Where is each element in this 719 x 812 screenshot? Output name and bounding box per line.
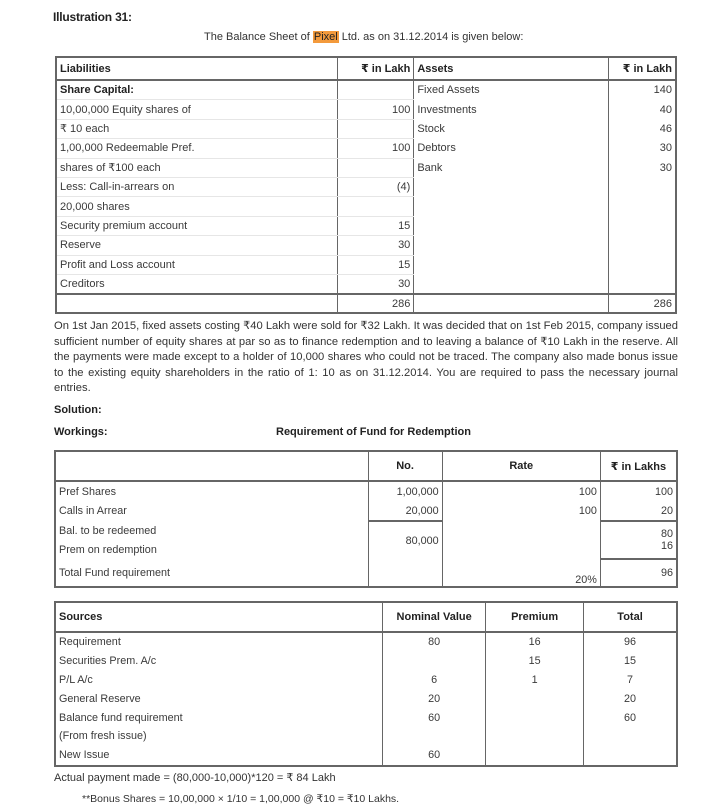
source-nominal: 6 — [383, 671, 486, 690]
fund-amount: 100 — [654, 485, 673, 498]
table-row — [55, 746, 677, 766]
liability-label: Reserve — [56, 236, 337, 255]
source-label: Requirement — [55, 632, 383, 652]
liability-label: 20,000 shares — [56, 197, 337, 216]
liability-label: ₹ 10 each — [56, 119, 337, 138]
fund-rate — [442, 540, 600, 559]
fund-label: Calls in Arrear — [55, 501, 368, 521]
fund-rate: 100 — [442, 481, 600, 501]
liability-label: 10,00,000 Equity shares of — [56, 100, 337, 119]
table-row — [56, 80, 676, 100]
header-total: Total — [584, 602, 677, 632]
workings-heading: Workings: — [54, 426, 108, 438]
asset-amount: 140 — [653, 84, 672, 97]
fund-no — [368, 559, 442, 587]
source-premium: 16 — [486, 632, 584, 652]
source-total: 20 — [624, 692, 637, 705]
table-row — [55, 540, 677, 559]
table-row — [55, 689, 677, 708]
asset-label: Investments — [414, 100, 609, 119]
liability-label: Creditors — [56, 274, 337, 294]
source-label: Balance fund requirement — [55, 708, 383, 727]
asset-label — [414, 255, 609, 274]
liability-amount — [337, 119, 413, 138]
source-premium: 1 — [486, 671, 584, 690]
liability-label: 1,00,000 Redeemable Pref. — [56, 139, 337, 158]
table-row — [56, 100, 676, 119]
asset-label — [414, 216, 609, 235]
source-premium — [486, 746, 584, 766]
illustration-heading: Illustration 31: — [53, 10, 132, 24]
liability-amount: (4) — [337, 177, 413, 196]
actual-payment-note: Actual payment made = (80,000-10,000)*120 = ₹ 84 Lakh — [54, 772, 336, 784]
asset-amount: 30 — [659, 161, 672, 174]
solution-heading: Solution: — [54, 404, 102, 416]
source-label: (From fresh issue) — [55, 727, 383, 746]
asset-label — [414, 274, 609, 294]
table-row — [56, 236, 676, 255]
header-assets: Assets — [414, 57, 609, 80]
source-label: P/L A/c — [55, 671, 383, 690]
bonus-shares-note: **Bonus Shares = 10,00,000 × 1/10 = 1,00,000 @ ₹10 = ₹10 Lakhs. — [82, 793, 400, 805]
table-row — [55, 481, 677, 501]
fund-header-row — [55, 451, 677, 481]
source-total — [584, 727, 677, 746]
fund-label: Pref Shares — [55, 481, 368, 501]
source-label: General Reserve — [55, 689, 383, 708]
balance-sheet-total-row — [56, 294, 676, 313]
source-premium — [486, 708, 584, 727]
asset-amount: 46 — [659, 122, 672, 135]
liability-amount: 30 — [337, 274, 413, 294]
table-row — [55, 521, 677, 540]
total-liabilities: 286 — [337, 294, 413, 313]
source-nominal: 60 — [383, 708, 486, 727]
table-row — [55, 559, 677, 587]
table-row — [56, 216, 676, 235]
fund-requirement-table — [54, 450, 678, 588]
table-row — [56, 274, 676, 294]
fund-rate: 100 — [442, 501, 600, 521]
total-assets-label-empty — [414, 294, 609, 313]
fund-amount: 80 — [660, 528, 673, 540]
header-amount: ₹ in Lakhs — [600, 451, 677, 481]
table-row — [55, 501, 677, 521]
source-nominal — [383, 652, 486, 671]
source-total: 60 — [624, 711, 637, 724]
source-premium — [486, 727, 584, 746]
balance-sheet-header-row — [56, 57, 676, 80]
header-asset-amount: ₹ in Lakh — [609, 57, 676, 80]
source-total: 15 — [624, 655, 637, 668]
balance-sheet-table — [55, 56, 677, 314]
header-sources: Sources — [55, 602, 383, 632]
problem-statement: On 1st Jan 2015, fixed assets costing ₹40 Lakh were sold for ₹32 Lakh. It was decided that on 1st Feb 2015, company issued sufficient number of equity shares at par so as to finance redemption and to leaving a balance of ₹10 Lakh in the reserve. All the payments were made except to a holder of 10,000 shares who could not be traced. The company also made bonus issue to the existing equity shareholders in the ratio of 1: 10 as on 31.12.2014. You are required to pass the necessary journal entries. — [54, 320, 678, 395]
liability-amount: 15 — [337, 255, 413, 274]
asset-label — [414, 177, 609, 196]
asset-amount — [609, 274, 676, 294]
header-rate: Rate — [442, 451, 600, 481]
sources-header-row — [55, 602, 677, 632]
table-row — [56, 139, 676, 158]
fund-amount: 20 — [600, 501, 677, 521]
table-row — [55, 708, 677, 727]
workings-table-title: Requirement of Fund for Redemption — [276, 426, 471, 438]
asset-amount — [609, 177, 676, 196]
asset-label: Stock — [414, 119, 609, 138]
source-premium — [486, 689, 584, 708]
liability-amount: 30 — [337, 236, 413, 255]
fund-amount: 16 — [600, 540, 677, 559]
source-total: 7 — [627, 673, 634, 686]
fund-no: 80,000 — [368, 521, 442, 559]
source-nominal: 80 — [383, 632, 486, 652]
table-row — [55, 652, 677, 671]
liability-amount — [337, 197, 413, 216]
table-row — [55, 727, 677, 746]
table-row — [56, 158, 676, 177]
header-liab-amount: ₹ in Lakh — [337, 57, 413, 80]
fund-rate: 20% — [442, 559, 600, 587]
fund-label: Prem on redemption — [55, 540, 368, 559]
source-label: New Issue — [55, 746, 383, 766]
liability-label: Profit and Loss account — [56, 255, 337, 274]
asset-amount — [609, 216, 676, 235]
liability-label: Share Capital: — [56, 80, 337, 100]
asset-amount: 40 — [659, 103, 672, 116]
liability-amount: 15 — [337, 216, 413, 235]
header-nominal-value: Nominal Value — [383, 602, 486, 632]
table-row — [56, 255, 676, 274]
table-row — [56, 177, 676, 196]
asset-label — [414, 236, 609, 255]
header-no: No. — [368, 451, 442, 481]
liability-label: shares of ₹100 each — [56, 158, 337, 177]
caption-prefix: The Balance Sheet of — [204, 31, 313, 43]
fund-rate — [442, 521, 600, 540]
source-total — [584, 746, 677, 766]
total-label-empty — [56, 294, 337, 313]
header-blank — [55, 451, 368, 481]
sources-table — [54, 601, 678, 767]
source-nominal — [383, 727, 486, 746]
liability-label: Security premium account — [56, 216, 337, 235]
liability-label: Less: Call-in-arrears on — [56, 177, 337, 196]
fund-amount: 96 — [660, 567, 673, 579]
source-label: Securities Prem. A/c — [55, 652, 383, 671]
company-name-highlight: Pixel — [313, 31, 338, 43]
caption-suffix: Ltd. as on 31.12.2014 is given below: — [338, 31, 524, 43]
liability-amount: 100 — [337, 100, 413, 119]
table-row — [55, 671, 677, 690]
table-row — [56, 197, 676, 216]
asset-amount — [609, 197, 676, 216]
source-premium: 15 — [486, 652, 584, 671]
header-premium: Premium — [486, 602, 584, 632]
liability-amount: 100 — [337, 139, 413, 158]
asset-label: Bank — [414, 158, 609, 177]
asset-amount — [609, 255, 676, 274]
asset-amount: 30 — [659, 142, 672, 155]
asset-label: Debtors — [414, 139, 609, 158]
header-liabilities: Liabilities — [56, 57, 337, 80]
liability-amount — [337, 158, 413, 177]
table-row — [55, 632, 677, 652]
balance-sheet-caption — [204, 31, 523, 43]
source-nominal: 20 — [383, 689, 486, 708]
fund-no: 20,000 — [368, 501, 442, 521]
table-row — [56, 119, 676, 138]
fund-label: Bal. to be redeemed — [55, 521, 368, 540]
total-assets: 286 — [609, 294, 676, 313]
source-nominal: 60 — [383, 746, 486, 766]
fund-no: 1,00,000 — [368, 481, 442, 501]
fund-label: Total Fund requirement — [55, 559, 368, 587]
source-total: 96 — [624, 636, 637, 649]
asset-label — [414, 197, 609, 216]
liability-amount — [337, 80, 413, 100]
asset-label: Fixed Assets — [414, 80, 609, 100]
asset-amount — [609, 236, 676, 255]
